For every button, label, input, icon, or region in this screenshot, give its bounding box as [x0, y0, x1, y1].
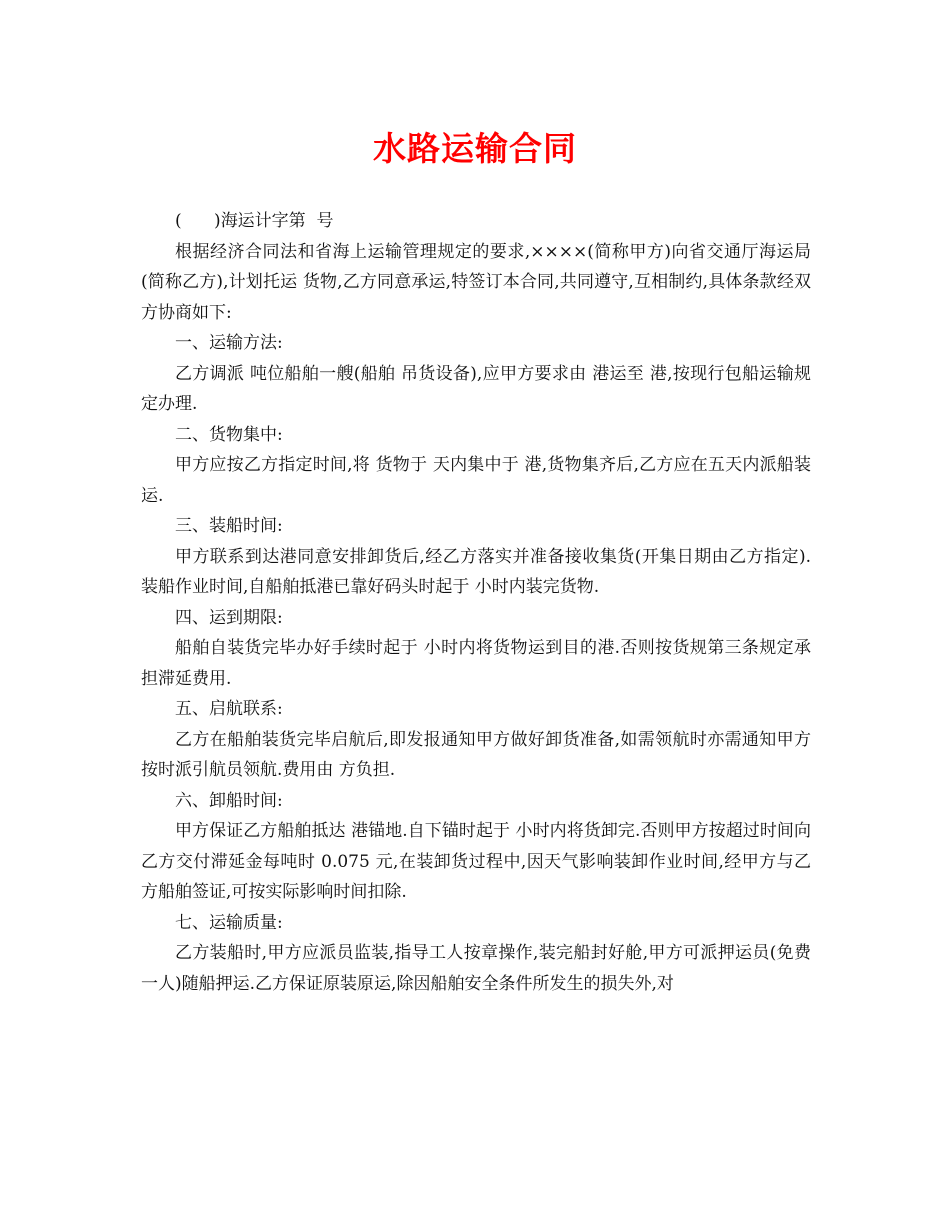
section-heading-6: 六、卸船时间: [175, 790, 283, 811]
section-body-2: 甲方应按乙方指定时间,将 货物于 天内集中于 港,货物集齐后,乙方应在五天内派船装运. [141, 455, 811, 506]
contract-number-line: ( )海运计字第 号 [175, 211, 334, 231]
section-body-7: 乙方装船时,甲方应派员监装,指导工人按章操作,装完船封好舱,甲方可派押运员(免费一人)随船押运.乙方保证原装原运,除因船舶安全条件所发生的损失外,对 [141, 943, 811, 994]
section-heading-2: 二、货物集中: [175, 424, 283, 445]
section-heading-3: 三、装船时间: [175, 516, 283, 536]
section-heading-1: 一、运输方法: [175, 333, 283, 353]
section-body-3: 甲方联系到达港同意安排卸货后,经乙方落实并准备接收集货(开集日期由乙方指定).装船作业时间,自船舶抵港已靠好码头时起于 小时内装完货物. [141, 546, 811, 597]
section-body-6: 甲方保证乙方船舶抵达 港锚地.自下锚时起于 小时内将货卸完.否则甲方按超过时间向乙方交付滞延金每吨时 0.075 元,在装卸货过程中,因天气影响装卸作业时间,经甲方与乙方船舶签证,可按实际影响时间扣除. [141, 821, 811, 902]
preamble-paragraph: 根据经济合同法和省海上运输管理规定的要求,××××(简称甲方)向省交通厅海运局(简称乙方),计划托运 货物,乙方同意承运,特签订本合同,共同遵守,互相制约,具体条款经双方协商如下: [141, 241, 811, 323]
section-body-1: 乙方调派 吨位船舶一艘(船舶 吊货设备),应甲方要求由 港运至 港,按现行包船运输规定办理. [141, 363, 811, 414]
document-title: 水路运输合同 [373, 129, 577, 168]
section-body-4: 船舶自装货完毕办好手续时起于 小时内将货物运到目的港.否则按货规第三条规定承担滞延费用. [141, 638, 811, 689]
section-heading-7: 七、运输质量: [175, 912, 283, 933]
document-body [141, 206, 811, 999]
section-body-5: 乙方在船舶装货完毕启航后,即发报通知甲方做好卸货准备,如需领航时亦需通知甲方按时派引航员领航.费用由 方负担. [141, 729, 811, 780]
section-heading-5: 五、启航联系: [175, 699, 283, 719]
section-heading-4: 四、运到期限: [175, 607, 283, 628]
